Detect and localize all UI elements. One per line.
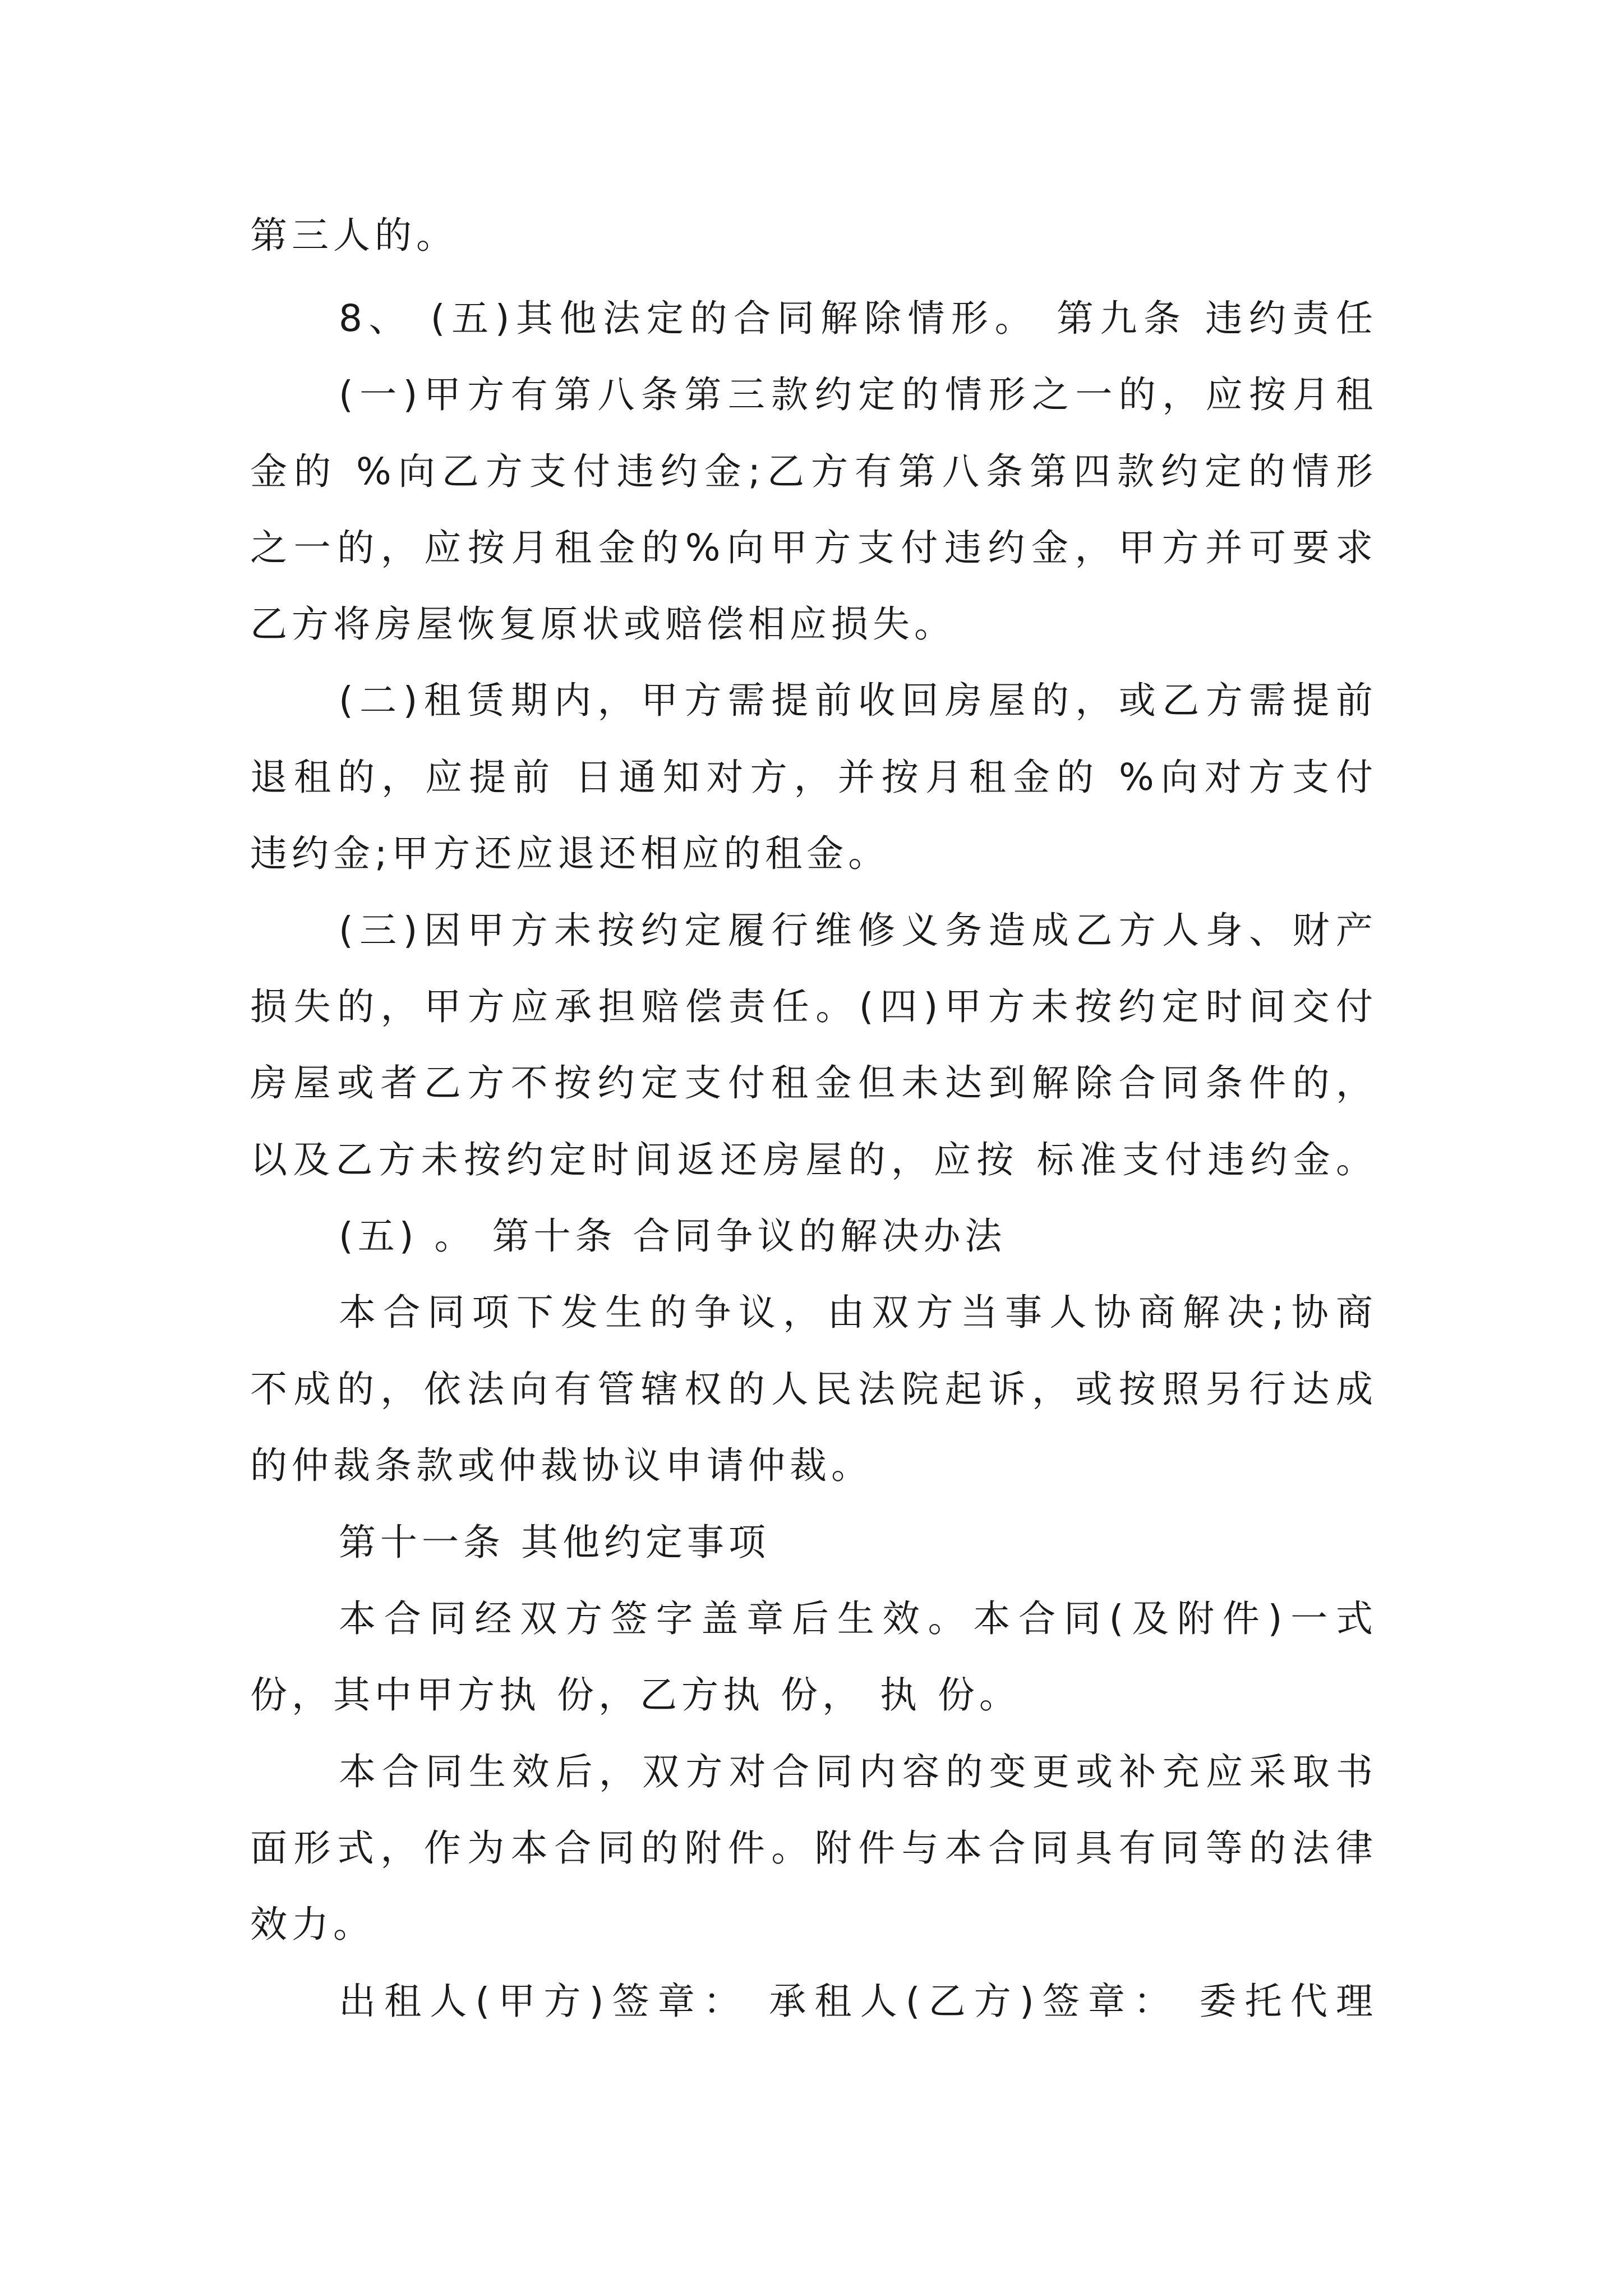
text-line: 不成的，依法向有管辖权的人民法院起诉，或按照另行达成 xyxy=(250,1368,1377,1411)
text-line: 第三人的。 xyxy=(250,214,458,257)
text-line: 本合同生效后，双方对合同内容的变更或补充应采取书 xyxy=(339,1750,1377,1793)
text-line: 出租人(甲方)签章： 承租人(乙方)签章： 委托代理 xyxy=(339,1980,1377,2023)
text-line: (五) 。 第十条 合同争议的解决办法 xyxy=(339,1214,1007,1258)
text-line: 效力。 xyxy=(250,1903,375,1946)
text-line: 金的 %向乙方支付违约金;乙方有第八条第四款约定的情形 xyxy=(250,450,1377,493)
text-line: 面形式，作为本合同的附件。附件与本合同具有同等的法律 xyxy=(250,1826,1377,1870)
text-line: 退租的，应提前 日通知对方，并按月租金的 %向对方支付 xyxy=(250,756,1377,799)
text-line: (一)甲方有第八条第三款约定的情形之一的，应按月租 xyxy=(339,373,1377,416)
text-line: 乙方将房屋恢复原状或赔偿相应损失。 xyxy=(250,602,956,646)
text-line: 以及乙方未按约定时间返还房屋的，应按 标准支付违约金。 xyxy=(250,1138,1377,1181)
text-line: 本合同经双方签字盖章后生效。本合同(及附件)一式 xyxy=(339,1597,1377,1640)
text-line: (三)因甲方未按约定履行维修义务造成乙方人身、财产 xyxy=(339,909,1377,952)
text-line: 8、 (五)其他法定的合同解除情形。 第九条 违约责任 xyxy=(339,297,1377,340)
text-line: 份，其中甲方执 份，乙方执 份， 执 份。 xyxy=(250,1673,1021,1717)
text-line: 房屋或者乙方不按约定支付租金但未达到解除合同条件的， xyxy=(250,1061,1377,1105)
text-line: 本合同项下发生的争议，由双方当事人协商解决;协商 xyxy=(339,1291,1377,1334)
text-line: 第十一条 其他约定事项 xyxy=(339,1521,770,1564)
text-line: 之一的，应按月租金的%向甲方支付违约金，甲方并可要求 xyxy=(250,526,1377,569)
text-line: 损失的，甲方应承担赔偿责任。(四)甲方未按约定时间交付 xyxy=(250,985,1377,1028)
text-line: (二)租赁期内，甲方需提前收回房屋的，或乙方需提前 xyxy=(339,679,1377,722)
text-line: 的仲裁条款或仲裁协议申请仲裁。 xyxy=(250,1444,873,1487)
text-line: 违约金;甲方还应退还相应的租金。 xyxy=(250,832,890,875)
